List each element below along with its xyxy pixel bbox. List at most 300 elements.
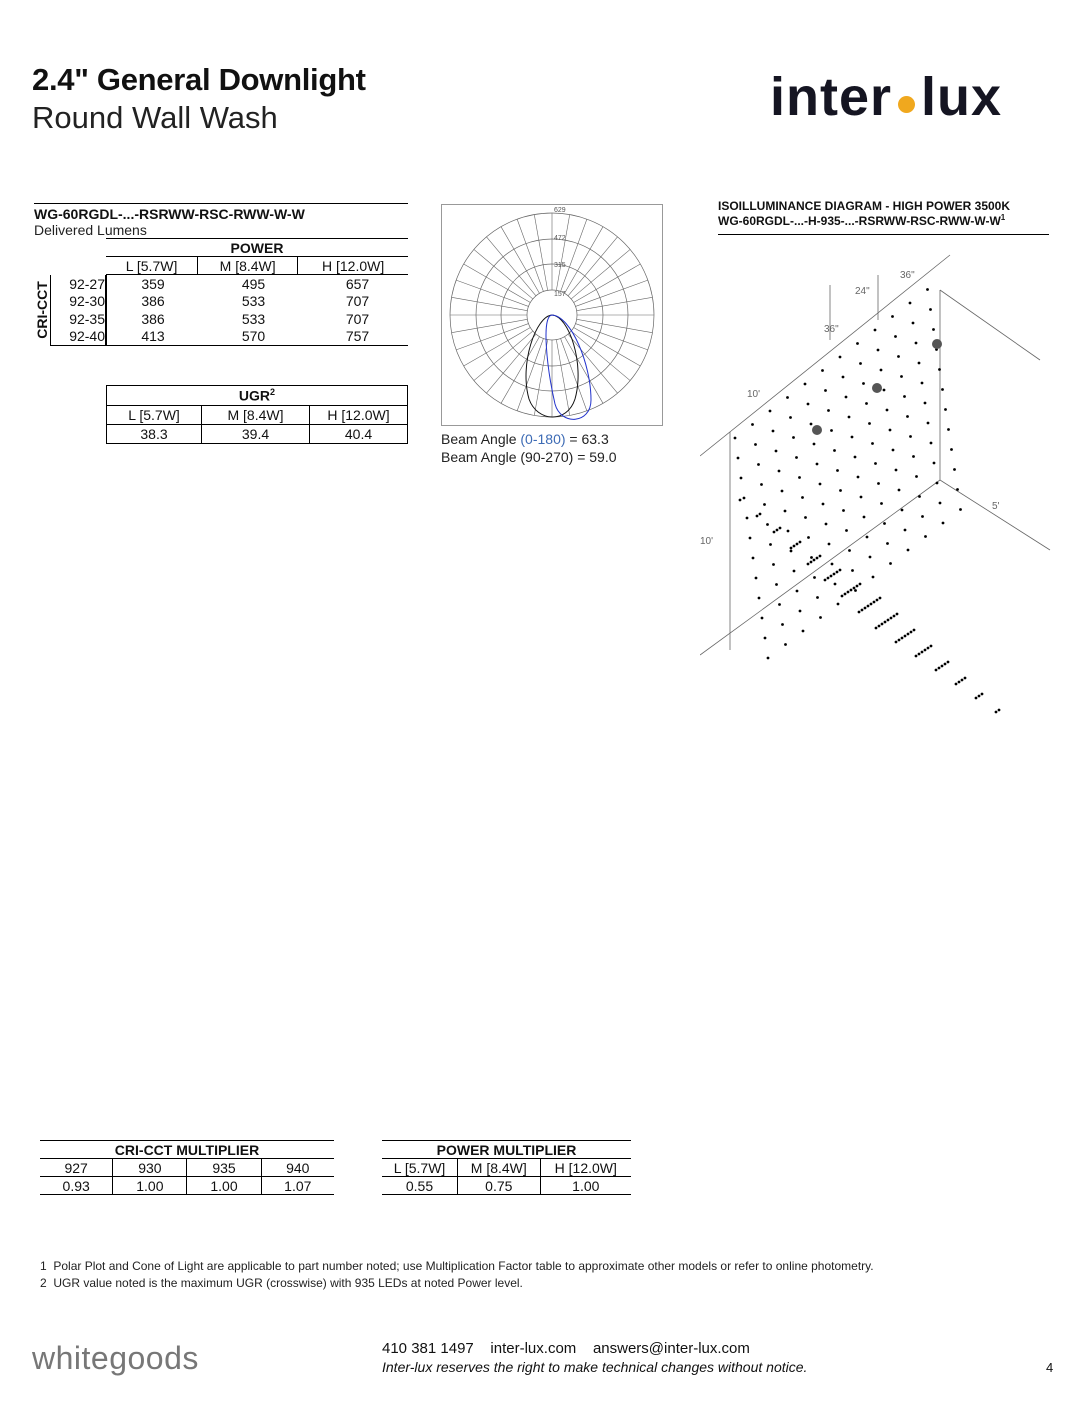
iso-point xyxy=(894,335,897,338)
cri-mult-header: CRI-CCT MULTIPLIER xyxy=(40,1141,334,1159)
cell: 413 xyxy=(141,328,165,345)
fixture-marker xyxy=(932,339,942,349)
iso-point xyxy=(859,583,862,586)
iso-point xyxy=(789,416,792,419)
logo-text-right: lux xyxy=(921,67,1003,127)
iso-point xyxy=(930,645,933,648)
iso-point xyxy=(758,597,761,600)
iso-point xyxy=(926,288,929,291)
iso-point xyxy=(909,302,912,305)
ring-label: 472 xyxy=(554,235,566,242)
cell: 570 xyxy=(241,328,266,345)
iso-point xyxy=(918,653,921,656)
iso-point xyxy=(964,677,967,680)
iso-point xyxy=(904,635,907,638)
iso-point xyxy=(856,585,859,588)
iso-point xyxy=(921,515,924,518)
iso-point xyxy=(915,655,918,658)
cell: 757 xyxy=(345,328,370,345)
iso-point xyxy=(779,527,782,530)
iso-point xyxy=(781,490,784,493)
iso-point xyxy=(896,613,899,616)
iso-point xyxy=(930,442,933,445)
iso-point xyxy=(942,522,945,525)
iso-point xyxy=(909,435,912,438)
iso-point xyxy=(953,468,956,471)
lumens-rows xyxy=(51,275,408,346)
iso-point xyxy=(790,550,793,553)
iso-point xyxy=(862,382,865,385)
iso-point xyxy=(799,541,802,544)
ugr-header xyxy=(107,386,408,406)
iso-point xyxy=(740,477,743,480)
iso-point xyxy=(825,523,828,526)
iso-point xyxy=(880,369,883,372)
iso-point xyxy=(958,681,961,684)
iso-point xyxy=(881,623,884,626)
iso-point xyxy=(889,562,892,565)
iso-point xyxy=(757,463,760,466)
ring-label: 315 xyxy=(554,262,566,269)
iso-point xyxy=(756,515,759,518)
iso-point xyxy=(877,349,880,352)
iso-point xyxy=(863,516,866,519)
footnote-2 xyxy=(40,1276,523,1290)
iso-point xyxy=(851,569,854,572)
iso-point xyxy=(912,322,915,325)
iso-point xyxy=(760,483,763,486)
iso-point xyxy=(847,591,850,594)
iso-point xyxy=(903,395,906,398)
iso-point xyxy=(857,476,860,479)
mult-label: L [5.7W] xyxy=(382,1159,458,1177)
iso-point xyxy=(754,443,757,446)
iso-point xyxy=(778,470,781,473)
iso-point xyxy=(793,545,796,548)
iso-point xyxy=(898,639,901,642)
iso-point xyxy=(938,667,941,670)
iso-point xyxy=(871,442,874,445)
iso-point xyxy=(981,693,984,696)
iso-point xyxy=(879,597,882,600)
iso-point xyxy=(929,308,932,311)
iso-point xyxy=(886,542,889,545)
iso-point xyxy=(915,342,918,345)
iso-point xyxy=(883,522,886,525)
cri-cct-label: CRI-CCT xyxy=(34,281,50,339)
iso-point xyxy=(856,342,859,345)
iso-point xyxy=(927,647,930,650)
cell: 707 xyxy=(345,293,370,310)
iso-point xyxy=(804,383,807,386)
iso-point xyxy=(878,625,881,628)
iso-point xyxy=(819,555,822,558)
iso-point xyxy=(854,456,857,459)
iso-point xyxy=(743,497,746,500)
logo-text-left: inter xyxy=(770,67,893,127)
col-header: M [8.4W] xyxy=(202,406,310,425)
iso-point xyxy=(836,571,839,574)
iso-diagram xyxy=(700,250,1060,730)
iso-point xyxy=(900,375,903,378)
iso-point xyxy=(891,315,894,318)
beam-text: Beam Angle xyxy=(441,431,521,447)
iso-rule xyxy=(718,234,1049,235)
table-row xyxy=(51,275,408,293)
iso-point xyxy=(775,583,778,586)
iso-point xyxy=(746,517,749,520)
iso-point xyxy=(883,389,886,392)
dim-label: 36" xyxy=(900,270,915,281)
iso-point xyxy=(910,631,913,634)
iso-point xyxy=(950,448,953,451)
mult-label: M [8.4W] xyxy=(458,1159,541,1177)
footer-note: Inter-lux reserves the right to make technical changes without notice. xyxy=(382,1359,808,1375)
lumens-table xyxy=(34,203,408,442)
iso-point xyxy=(801,496,804,499)
iso-point xyxy=(859,362,862,365)
iso-point xyxy=(786,396,789,399)
iso-point xyxy=(773,531,776,534)
power-table xyxy=(106,238,408,275)
iso-point xyxy=(784,643,787,646)
beam-range: (0-180) xyxy=(520,431,566,447)
iso-point xyxy=(887,619,890,622)
iso-point xyxy=(913,629,916,632)
iso-point xyxy=(975,697,978,700)
iso-part-text: WG-60RGDL-...-H-935-...-RSRWW-RSC-RWW-W-W xyxy=(718,214,1001,228)
iso-point xyxy=(764,637,767,640)
mult-label: 935 xyxy=(187,1159,261,1177)
iso-point xyxy=(837,603,840,606)
iso-point xyxy=(944,663,947,666)
footer-contact: 410 381 1497 inter-lux.com answers@inter-lux.com xyxy=(382,1340,750,1357)
iso-point xyxy=(784,510,787,513)
iso-point xyxy=(939,502,942,505)
iso-point xyxy=(761,617,764,620)
iso-point xyxy=(912,455,915,458)
mult-value: 0.93 xyxy=(40,1177,113,1195)
iso-point xyxy=(901,637,904,640)
iso-point xyxy=(787,530,790,533)
row-label: 92-40 xyxy=(51,328,106,346)
iso-point xyxy=(821,369,824,372)
power-multiplier-table xyxy=(382,1140,631,1195)
iso-point xyxy=(772,430,775,433)
iso-point xyxy=(865,402,868,405)
iso-point xyxy=(944,408,947,411)
table-row xyxy=(51,310,408,328)
iso-point xyxy=(872,576,875,579)
iso-point xyxy=(927,422,930,425)
mult-value: 1.00 xyxy=(187,1177,261,1195)
iso-point xyxy=(959,508,962,511)
iso-point xyxy=(895,641,898,644)
iso-point xyxy=(845,529,848,532)
iso-point xyxy=(851,436,854,439)
iso-point xyxy=(956,488,959,491)
power-header: POWER xyxy=(106,239,408,257)
ugr-value: 38.3 xyxy=(107,425,202,444)
footnote-text: UGR value noted is the maximum UGR (crosswise) with 935 LEDs at noted Power level. xyxy=(53,1276,523,1290)
cell: 359 xyxy=(141,275,165,292)
iso-point xyxy=(898,489,901,492)
iso-point xyxy=(867,605,870,608)
iso-point xyxy=(978,695,981,698)
iso-point xyxy=(831,563,834,566)
iso-point xyxy=(795,456,798,459)
iso-point xyxy=(938,368,941,371)
mult-value: 0.75 xyxy=(458,1177,541,1195)
iso-point xyxy=(844,593,847,596)
iso-point xyxy=(890,617,893,620)
iso-point xyxy=(766,523,769,526)
footnote-number: 2 xyxy=(40,1276,47,1290)
cell: 386 xyxy=(141,293,165,310)
iso-point xyxy=(947,661,950,664)
iso-point xyxy=(807,403,810,406)
col-header: H [12.0W] xyxy=(327,407,390,423)
iso-point xyxy=(947,428,950,431)
beam-value: = 63.3 xyxy=(565,431,609,447)
iso-point xyxy=(816,463,819,466)
iso-point xyxy=(924,535,927,538)
iso-point xyxy=(998,709,1001,712)
mult-value: 1.00 xyxy=(540,1177,631,1195)
table-row xyxy=(51,293,408,311)
mult-value: 1.07 xyxy=(261,1177,334,1195)
iso-part-sup: 1 xyxy=(1000,213,1006,222)
iso-point xyxy=(810,423,813,426)
ring-label: 157 xyxy=(554,291,566,298)
iso-point xyxy=(895,469,898,472)
iso-point xyxy=(769,543,772,546)
ugr-header-text: UGR xyxy=(238,387,271,404)
iso-part xyxy=(718,213,1005,228)
iso-point xyxy=(792,436,795,439)
col-header: M [8.4W] xyxy=(198,257,298,275)
cri-multiplier-table xyxy=(40,1140,334,1195)
cell: 707 xyxy=(345,310,370,327)
iso-point xyxy=(834,583,837,586)
iso-point xyxy=(836,469,839,472)
cell: 533 xyxy=(241,293,266,310)
lumens-caption: Delivered Lumens xyxy=(34,222,147,238)
iso-point xyxy=(932,328,935,331)
ugr-sup: 2 xyxy=(270,387,276,398)
iso-point xyxy=(807,563,810,566)
fixture-marker xyxy=(812,425,822,435)
iso-point xyxy=(769,410,772,413)
mult-value: 0.55 xyxy=(382,1177,458,1195)
iso-point xyxy=(737,457,740,460)
dim-label: 10' xyxy=(700,536,714,547)
iso-point xyxy=(870,603,873,606)
page-subtitle: Round Wall Wash xyxy=(32,100,278,135)
mult-label: 940 xyxy=(261,1159,334,1177)
iso-point xyxy=(790,547,793,550)
beam-angle-1 xyxy=(441,431,609,447)
iso-point xyxy=(830,575,833,578)
iso-point xyxy=(804,516,807,519)
iso-point xyxy=(864,607,867,610)
iso-point xyxy=(924,649,927,652)
iso-point xyxy=(874,462,877,465)
iso-point xyxy=(824,389,827,392)
iso-point xyxy=(918,495,921,498)
iso-point xyxy=(868,422,871,425)
power-mult-header: POWER MULTIPLIER xyxy=(382,1141,631,1159)
iso-point xyxy=(845,396,848,399)
iso-point xyxy=(918,362,921,365)
iso-point xyxy=(813,576,816,579)
page-title: 2.4" General Downlight xyxy=(32,62,366,97)
iso-point xyxy=(880,502,883,505)
iso-point xyxy=(995,711,998,714)
iso-point xyxy=(775,450,778,453)
iso-point xyxy=(828,543,831,546)
iso-point xyxy=(816,596,819,599)
iso-point xyxy=(889,429,892,432)
iso-point xyxy=(841,595,844,598)
iso-point xyxy=(822,503,825,506)
iso-point xyxy=(839,569,842,572)
iso-point xyxy=(886,409,889,412)
row-label: 92-27 xyxy=(51,275,106,293)
iso-point xyxy=(933,462,936,465)
iso-title: ISOILLUMINANCE DIAGRAM - HIGH POWER 3500K xyxy=(718,199,1011,213)
iso-point xyxy=(901,509,904,512)
iso-point xyxy=(853,587,856,590)
cell: 533 xyxy=(241,310,266,327)
iso-point xyxy=(858,611,861,614)
iso-point xyxy=(842,376,845,379)
cri-cct-group xyxy=(34,275,51,346)
iso-point xyxy=(755,577,758,580)
col-header: L [5.7W] xyxy=(107,406,202,425)
iso-point xyxy=(759,513,762,516)
polar-plot xyxy=(441,204,663,426)
table-row xyxy=(51,328,408,346)
iso-point xyxy=(877,482,880,485)
iso-point xyxy=(860,496,863,499)
iso-point xyxy=(793,570,796,573)
row-label: 92-35 xyxy=(51,310,106,328)
iso-point xyxy=(924,402,927,405)
iso-point xyxy=(850,589,853,592)
iso-point xyxy=(921,651,924,654)
iso-point xyxy=(873,601,876,604)
brand-logo xyxy=(770,66,1002,128)
footnote-text: Polar Plot and Cone of Light are applicable to part number noted; use Multiplication Factor table to approximate other models or refer to online photometry. xyxy=(53,1259,874,1273)
row-label: 92-30 xyxy=(51,293,106,311)
iso-point xyxy=(767,657,770,660)
iso-point xyxy=(751,423,754,426)
iso-point xyxy=(935,669,938,672)
col-header: L [5.7W] xyxy=(106,257,198,275)
iso-point xyxy=(961,679,964,682)
ugr-value: 40.4 xyxy=(344,426,373,442)
iso-point xyxy=(904,529,907,532)
iso-point xyxy=(842,509,845,512)
mult-label: 930 xyxy=(113,1159,187,1177)
iso-point xyxy=(776,529,779,532)
iso-point xyxy=(955,683,958,686)
iso-point xyxy=(854,589,857,592)
iso-point xyxy=(941,388,944,391)
iso-point xyxy=(875,627,878,630)
iso-point xyxy=(906,415,909,418)
iso-point xyxy=(833,573,836,576)
iso-point xyxy=(893,615,896,618)
iso-point xyxy=(813,443,816,446)
iso-point xyxy=(839,489,842,492)
dim-label: 24" xyxy=(855,286,870,297)
iso-point xyxy=(824,579,827,582)
iso-point xyxy=(866,536,869,539)
iso-point xyxy=(816,557,819,560)
iso-point xyxy=(819,483,822,486)
iso-point xyxy=(848,416,851,419)
iso-point xyxy=(781,623,784,626)
cell: 386 xyxy=(141,310,165,327)
iso-point xyxy=(802,630,805,633)
iso-point xyxy=(798,476,801,479)
cell: 495 xyxy=(241,275,266,292)
dim-label: 36" xyxy=(824,324,839,335)
iso-point xyxy=(734,437,737,440)
cell: 657 xyxy=(345,275,370,292)
footer-brand: whitegoods xyxy=(32,1340,199,1376)
mult-label: H [12.0W] xyxy=(540,1159,631,1177)
iso-point xyxy=(861,609,864,612)
iso-point xyxy=(752,557,755,560)
iso-point xyxy=(810,561,813,564)
fixture-marker xyxy=(872,383,882,393)
iso-point xyxy=(833,449,836,452)
iso-point xyxy=(807,536,810,539)
iso-point xyxy=(749,537,752,540)
iso-point xyxy=(739,499,742,502)
iso-point xyxy=(897,355,900,358)
iso-point xyxy=(763,503,766,506)
lumens-part-number: WG-60RGDL-...-RSRWW-RSC-RWW-W-W xyxy=(34,203,408,222)
iso-point xyxy=(799,610,802,613)
iso-point xyxy=(813,559,816,562)
iso-point xyxy=(819,616,822,619)
divider xyxy=(106,275,107,346)
page-number: 4 xyxy=(1046,1360,1054,1375)
iso-point xyxy=(796,543,799,546)
iso-point xyxy=(907,633,910,636)
col-header: H [12.0W] xyxy=(322,257,385,274)
footnote-1 xyxy=(40,1259,874,1273)
iso-point xyxy=(827,577,830,580)
iso-point xyxy=(876,599,879,602)
dim-label: 5' xyxy=(992,501,1000,512)
iso-point xyxy=(921,382,924,385)
mult-label: 927 xyxy=(40,1159,113,1177)
iso-point xyxy=(796,590,799,593)
ugr-table xyxy=(106,385,408,444)
beam-angle-2: Beam Angle (90-270) = 59.0 xyxy=(441,449,617,465)
iso-point xyxy=(848,549,851,552)
ring-label: 629 xyxy=(554,207,566,214)
iso-point xyxy=(892,449,895,452)
iso-point xyxy=(941,665,944,668)
dim-label: 10' xyxy=(747,389,761,400)
footnote-number: 1 xyxy=(40,1259,47,1273)
